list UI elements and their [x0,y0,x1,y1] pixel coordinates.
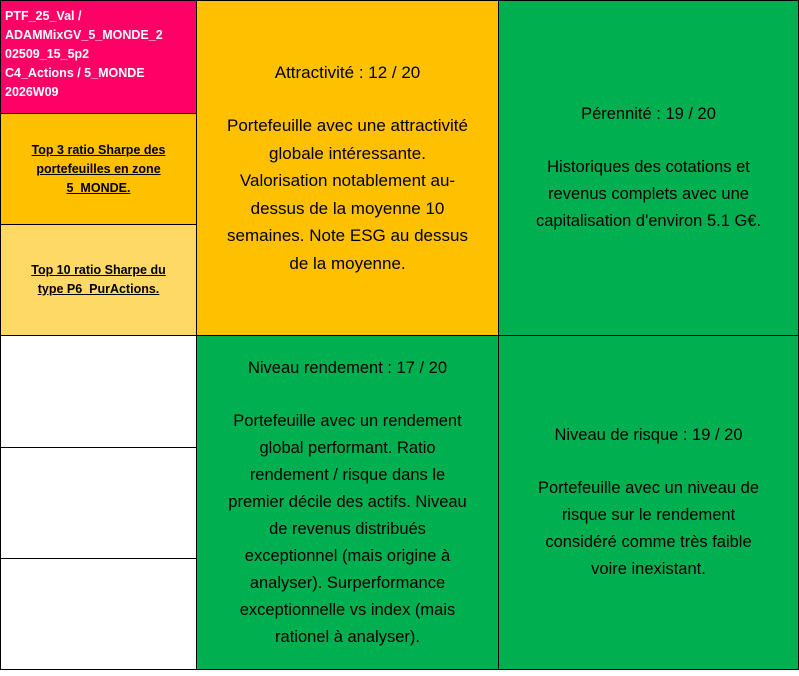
description-line: Portefeuille avec un rendement [233,411,462,430]
perennite-title: Pérennité : 19 / 20 [581,105,716,123]
portfolio-id-line: 2026W09 [5,85,59,99]
description-line: global performant. Ratio [259,438,436,457]
description-line: dessus de la moyenne 10 [250,198,445,218]
rendement-title: Niveau rendement : 17 / 20 [247,358,448,377]
badge-line: portefeuilles en zone [36,161,161,176]
risque-title: Niveau de risque : 19 / 20 [554,426,743,444]
empty-cell [0,335,197,448]
sharpe-type-badge [0,224,197,336]
portfolio-id-cell [0,0,197,114]
badge-line: 5_MONDE. [66,180,131,195]
description-line: Historiques des cotations et [547,158,750,176]
rendement-panel [196,335,499,670]
description-line: rationel à analyser). [275,627,420,646]
description-line: exceptionnelle vs index (mais [239,600,456,619]
empty-cell [0,447,197,559]
sharpe-zone-badge [0,113,197,225]
empty-cell [0,558,197,670]
description-line: considéré comme très faible [545,533,752,551]
portfolio-id-line: 02509_15_5p2 [5,47,90,61]
description-line: de la moyenne. [289,253,406,273]
description-line: revenus complets avec une [548,185,749,203]
badge-line: Top 3 ratio Sharpe des [31,142,166,157]
description-line: Valorisation notablement au- [239,171,456,191]
attractivite-panel [196,0,499,336]
description-line: premier décile des actifs. Niveau [228,492,467,511]
description-line: de revenus distribués [269,519,426,538]
description-line: Portefeuille avec une attractivité [227,116,468,136]
description-line: rendement / risque dans le [249,465,446,484]
perennite-description [536,154,761,235]
portfolio-id-line: ADAMMixGV_5_MONDE_2 [5,28,163,42]
rendement-description [228,408,466,651]
description-line: semaines. Note ESG au dessus [227,226,468,246]
description-line: Portefeuille avec un niveau de [537,479,760,497]
perennite-panel [498,0,799,336]
badge-line: type P6_PurActions. [37,282,160,296]
description-line: voire inexistant. [591,560,706,578]
description-line: globale intéressante. [269,143,426,163]
risque-panel [498,335,799,670]
attractivite-title: Attractivité : 12 / 20 [274,62,421,82]
description-line: risque sur le rendement [561,506,736,524]
risque-description [538,475,759,583]
badge-line: Top 10 ratio Sharpe du [31,263,166,277]
description-line: capitalisation d'environ 5.1 G€. [535,212,762,230]
attractivite-description [227,112,468,277]
description-line: exceptionnel (mais origine à [244,546,451,565]
description-line: analyser). Surperformance [249,573,446,592]
portfolio-id-line: PTF_25_Val / [5,9,82,23]
portfolio-id-line: C4_Actions / 5_MONDE [5,66,145,80]
